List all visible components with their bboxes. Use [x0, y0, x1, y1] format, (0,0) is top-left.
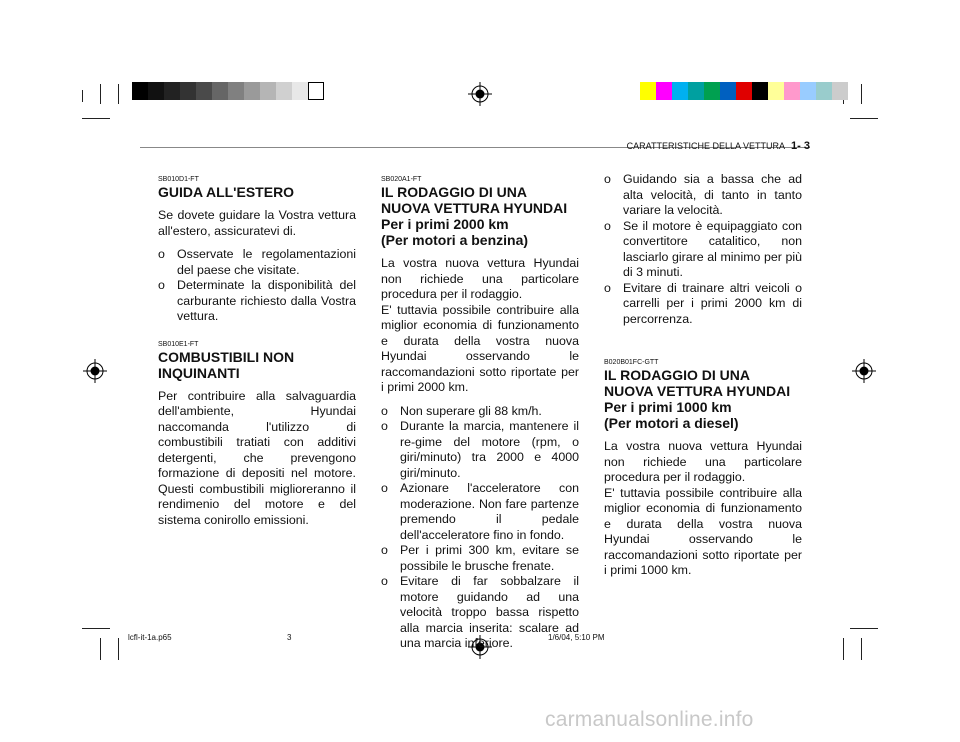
footer-timestamp: 1/6/04, 5:10 PM — [548, 633, 605, 642]
bullet: o — [381, 419, 388, 433]
section-subheading: (Per motori a benzina) — [381, 232, 529, 248]
color-swatch — [244, 82, 260, 100]
color-swatch — [148, 82, 164, 100]
color-swatch — [688, 82, 704, 100]
registration-target-icon — [852, 359, 876, 383]
color-swatch — [276, 82, 292, 100]
paragraph: Per contribuire alla salvaguardia dell'ambiente, Hyundai naccomanda l'utilizzo di combustibili tratiati con additivi detergenti, che prevengono formazione di depositi nel motore. Questi combustibili miglioreranno il rendimenio del motore e del sistema conirollo emissioni. — [158, 388, 356, 527]
bullet: o — [604, 218, 611, 233]
bullet: o — [381, 543, 388, 557]
color-swatch — [228, 82, 244, 100]
footer-page: 3 — [287, 633, 292, 642]
running-header — [560, 140, 810, 152]
column-left — [158, 176, 356, 528]
list-item: o Non superare gli 88 km/h. — [381, 403, 542, 418]
section-subheading: Per i primi 2000 km — [381, 216, 509, 232]
column-middle — [381, 176, 579, 652]
section-code: SB020A1-FT — [381, 176, 422, 183]
color-swatch — [640, 82, 656, 100]
color-swatch — [784, 82, 800, 100]
color-swatch — [260, 82, 276, 100]
bullet: o — [158, 247, 165, 261]
color-swatch — [292, 82, 308, 100]
list-item: o Determinate la disponibilità del carburante richiesto dalla Vostra vettura. — [158, 278, 356, 323]
bullet: o — [381, 481, 388, 495]
color-swatch — [816, 82, 832, 100]
color-swatch — [308, 82, 324, 100]
color-swatch — [800, 82, 816, 100]
section-heading: IL RODAGGIO DI UNA NUOVA VETTURA HYUNDAI — [381, 184, 568, 216]
color-swatch — [832, 82, 848, 100]
list-item: o Per i primi 300 km, evitare se possibile le brusche frenate. — [381, 543, 579, 573]
bullet: o — [381, 403, 388, 418]
section-title: CARATTERISTICHE DELLA VETTURA — [626, 141, 786, 151]
list-item: o Evitare di trainare altri veicoli o carrelli per i primi 2000 km di percorrenza. — [604, 280, 802, 326]
color-swatch — [704, 82, 720, 100]
paragraph: E' tuttavia possibile contribuire alla miglior economia di funzionamento e durata della vostra nuova Hyundai osservando le raccomandazioni sotto riportate per i primi 2000 km. — [381, 302, 579, 394]
bullet: o — [381, 574, 388, 588]
column-right — [604, 172, 802, 579]
color-swatch — [672, 82, 688, 100]
color-swatch — [720, 82, 736, 100]
color-swatch — [180, 82, 196, 100]
section-subheading: (Per motori a diesel) — [604, 415, 739, 431]
bullet: o — [158, 278, 165, 292]
registration-target-icon — [468, 82, 492, 106]
section-heading: IL RODAGGIO DI UNA NUOVA VETTURA HYUNDAI — [604, 367, 791, 399]
section-code: SB010D1-FT — [158, 176, 199, 183]
section-code: SB010E1-FT — [158, 340, 199, 348]
section-heading: GUIDA ALL'ESTERO — [158, 184, 295, 200]
registration-target-icon — [83, 359, 107, 383]
list-item: o Se il motore è equipaggiato con convertitore catalitico, non lasciarlo girare al minimo per più di 3 minuti. — [604, 218, 802, 279]
watermark: carmanualsonline.info — [545, 708, 754, 731]
color-swatch — [132, 82, 148, 100]
section-heading: COMBUSTIBILI NON INQUINANTI — [158, 348, 295, 381]
color-swatch — [196, 82, 212, 100]
color-swatch — [212, 82, 228, 100]
section-subheading: Per i primi 1000 km — [604, 399, 732, 415]
list-item: o Osservate le regolamentazioni del paese che visitate. — [158, 247, 356, 277]
paragraph: E' tuttavia possibile contribuire alla miglior economia di funzionamento e durata della vostra nuova Hyundai osservando le raccomandazioni sotto riportate per i primi 1000 km. — [604, 485, 802, 577]
list-item: o Azionare l'acceleratore con moderazione. Non fare partenze premendo il pedale dell'acceleratore fino in fondo. — [381, 481, 579, 542]
list-item: o Evitare di far sobbalzare il motore guidando ad una velocità troppo bassa rispetto alla marcia inserita: scalare ad una marcia inferiore. — [381, 574, 579, 650]
color-swatch — [752, 82, 768, 100]
color-swatch — [768, 82, 784, 100]
bullet: o — [604, 172, 611, 186]
paragraph: La vostra nuova vettura Hyundai non richiede una particolare procedura per il rodaggio. — [604, 439, 802, 484]
paragraph: Se dovete guidare la Vostra vettura all'estero, assicuratevi di. — [158, 208, 356, 238]
list-item: o Durante la marcia, mantenere il re-gime del motore (rpm, o giri/minuto) tra 2000 e 4000 giri/minuto. — [381, 419, 579, 480]
color-swatch — [736, 82, 752, 100]
paragraph: La vostra nuova vettura Hyundai non richiede una particolare procedura per il rodaggio. — [381, 256, 579, 301]
section-code: B020B01FC-GTT — [604, 359, 659, 366]
color-swatch — [164, 82, 180, 100]
footer-filename: lcfl-it-1a.p65 — [128, 633, 172, 642]
page-number: 1- 3 — [791, 140, 810, 152]
color-swatch — [656, 82, 672, 100]
list-item: o Guidando sia a bassa che ad alta velocità, di tanto in tanto variare la velocità. — [604, 172, 802, 217]
bullet: o — [604, 280, 611, 295]
